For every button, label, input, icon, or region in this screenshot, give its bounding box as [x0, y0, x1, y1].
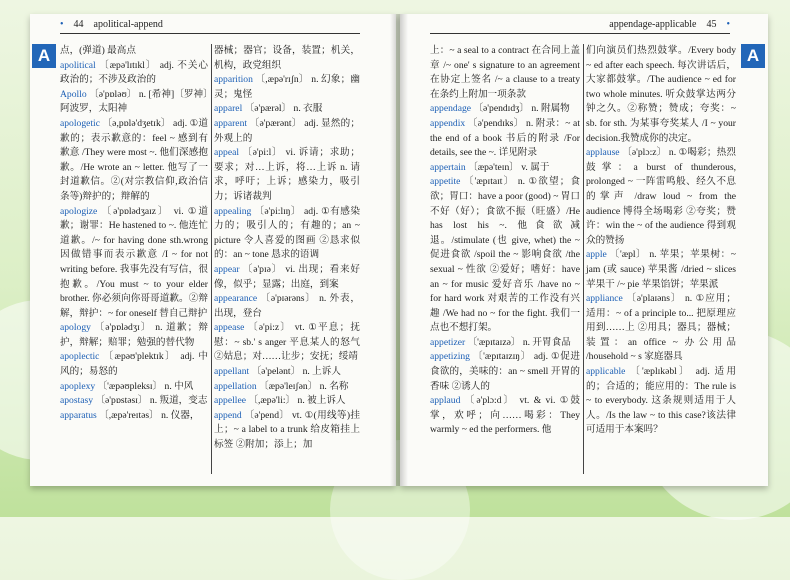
dictionary-entry [214, 409, 360, 453]
headword: appertain [430, 161, 466, 173]
column-divider [211, 44, 212, 474]
headword: apparatus [60, 409, 97, 421]
dictionary-entry [430, 394, 580, 438]
definition-text: 〔ə'pɒləʊ〕 n. [希神]〔罗神〕阿波罗，太阳神 [60, 88, 208, 115]
dictionary-entry [214, 73, 360, 102]
headword: applicable [586, 366, 626, 378]
dictionary-entry [430, 161, 580, 176]
definition-text: 〔'æpɪtaɪt〕 n. ①欲望；食欲；胃口：have a poor (good) ~ 胃口不好（好）；食欲不振（旺盛）/He has lost his ~. 他食欲减退。/stimulate (也 give, whet) the ~ 促进食欲 /spoil the ~ 影响食欲 /the sexual ~ 性欲 ②爱好；嗜好：have an ~ for music 爱好音乐 /have no ~ for hard work 对艰苦的工作没有兴趣 /We had no ~ for the fight. 我们一点也不想打架。 [430, 176, 581, 334]
definition-text: 〔ə'pɒlədʒaɪz〕 vi. ①道歉；谢罪：He hastened to ~. 他连忙道歉。/~ for having done sth.wrong 因做错事而表示歉意 /I ~ for not writing before. 我事先没有写信，很抱歉。/You must ~ to your elder brother. 你必须向你哥哥道歉。②辩解，辩护：~ for oneself 替自己辩护 [60, 205, 208, 319]
definition-text: 〔ə'pendɪdʒ〕 n. 附属物 [473, 103, 570, 115]
right-column-1 [430, 44, 580, 438]
headword: apoplectic [60, 351, 100, 363]
definition-text: 器械；器官；设备，装置；机关，机构，政党组织 [214, 45, 360, 71]
left-column-2 [214, 44, 360, 453]
definition-text: 〔ə'pɪərəns〕 n. 外表，出现，登台 [214, 293, 360, 319]
headword: appealing [214, 205, 252, 217]
definition-text: 〔'æpl〕 n. 苹果；苹果树：~ jam (或 sauce) 苹果酱 /dried ~ slices 苹果干 /~ pie 苹果馅饼；苹果派 [586, 249, 736, 290]
definition-text: 〔ə'pelənt〕 n. 上诉人 [251, 366, 341, 378]
right-guide-words: appendage-applicable [609, 19, 697, 30]
headword: appeal [214, 147, 240, 159]
headword: appetizing [430, 351, 470, 363]
dictionary-entry [430, 102, 580, 117]
headword: apple [586, 249, 607, 261]
headword: apparent [214, 117, 248, 129]
entry-continuation [586, 44, 736, 146]
dictionary-entry [214, 117, 360, 146]
headword: appear [214, 263, 240, 275]
book-gutter [390, 14, 408, 486]
dictionary-entry [214, 380, 360, 395]
dictionary-entry [586, 248, 736, 292]
definition-text: 〔ə'plɔ:z〕 n. ①喝彩；热烈鼓掌：a burst of thunderous, prolonged ~ 一阵雷鸣般、经久不息的掌声 /draw loud ~ from the audience 博得全场喝彩 ②夸奖；赞许：win the ~ of the audience 得到观众的赞扬 [586, 147, 736, 246]
entry-continuation [214, 44, 360, 73]
definition-text: 〔ə'pend〕 vt. ①(用线等)挂上；~ a label to a trunk 给皮箱挂上标签 ②附加；添上；加 [214, 409, 360, 451]
definition-text: 〔,æpə'reɪtəs〕 n. 仪器， [99, 409, 200, 421]
headword: appetite [430, 176, 461, 188]
definition-text: 〔æpə'leɪʃən〕 n. 名称 [259, 380, 349, 392]
headword: Apollo [60, 88, 87, 100]
dictionary-entry [586, 292, 736, 365]
definition-text: 〔ə'pærəl〕 n. 衣服 [244, 103, 323, 115]
right-page-number: 45 [706, 19, 717, 30]
entry-continuation [60, 44, 208, 59]
dictionary-entry [214, 263, 360, 292]
definition-text: 〔ə'plɔ:d〕 vt. & vi. ①鼓掌，欢呼；向……喝彩：They warmly ~ ed the performers. 他 [430, 395, 580, 436]
dictionary-entry [60, 88, 208, 117]
left-running-head [60, 16, 360, 34]
dictionary-entry [214, 205, 360, 263]
right-running-head [430, 16, 730, 34]
dictionary-entry [430, 350, 580, 394]
headword: apostasy [60, 395, 94, 407]
dictionary-entry [60, 380, 208, 395]
definition-text: 〔ə'pendɪks〕 n. 附录：~ at the end of a book 书后的附录 /For details, see the ~. 详见附录 [430, 117, 580, 159]
entry-continuation [430, 44, 580, 102]
headword: appearance [214, 293, 258, 305]
definition-text: 〔ə'pɪə〕 vi. 出现；看来好像，似乎；显露；出庭，到案 [214, 263, 360, 290]
dictionary-entry [214, 394, 360, 409]
headword: apparition [214, 74, 253, 86]
left-column-1 [60, 44, 208, 423]
definition-text: 上：~ a seal to a contract 在合同上盖章 /~ one' s signature to an agreement 在协定上签名 /~ a clause to a treaty 在条约上附加一项条款 [430, 45, 580, 100]
definition-text: 〔'æpɪtaɪzə〕 n. 开胃食品 [467, 336, 571, 348]
letter-thumb-tab: A [32, 44, 56, 68]
headword: appetizer [430, 336, 466, 348]
dictionary-entry [60, 321, 208, 350]
headword: appendage [430, 103, 472, 115]
right-column-2 [586, 44, 736, 438]
definition-text: 〔æpəʊ'plektɪk〕 adj. 中风的；易怒的 [60, 351, 208, 378]
definition-text: 〔ə'pi:z〕 vt. ①平息；抚慰：~ sb.' s anger 平息某人的怒气 ②姑息；对……让步；安抚；绥靖 [214, 322, 360, 363]
headword: apologetic [60, 117, 100, 129]
left-guide-words: apolitical-append [93, 19, 163, 30]
headword: appliance [586, 293, 623, 305]
left-page [30, 14, 396, 486]
definition-text: 〔ə'pɒstəsɪ〕 n. 叛道，变志 [95, 395, 208, 407]
dictionary-entry [430, 336, 580, 351]
headword: appellation [214, 380, 257, 392]
dictionary-entry [214, 365, 360, 380]
definition-text: 〔ə'plaɪəns〕 n. ①应用；适用：~ of a principle to... 把原理应用到……上 ②用具；器具；器械；装置：an office ~ 办公用品 /household ~ s 家庭器具 [586, 293, 736, 363]
definition-text: 〔ə'pi:l〕 vi. 诉请；求助；要求；对…上诉，将…上诉 n. 请求，呼吁；上诉；感染力，吸引力；诉诸裁判 [214, 147, 361, 202]
dictionary-entry [60, 205, 208, 322]
definition-text: 〔ə'pi:lɪŋ〕 adj. ①有感染力的；吸引人的；有趣的；an ~ picture 令人喜爱的图画 ②恳求似的：an ~ tone 恳求的语调 [214, 205, 360, 261]
dictionary-entry [60, 409, 208, 424]
left-page-number: 44 [73, 19, 84, 30]
dictionary-entry [214, 321, 360, 365]
dictionary-entry [430, 175, 580, 336]
headword: appendix [430, 117, 466, 129]
headword: applause [586, 147, 620, 159]
definition-text: 〔ə'pærənt〕 adj. 显然的；外观上的 [214, 117, 360, 144]
dictionary-entry [60, 117, 208, 205]
dictionary-entry [60, 350, 208, 379]
dictionary-entry [60, 394, 208, 409]
headword: apologize [60, 205, 98, 217]
headword: apolitical [60, 59, 96, 71]
dictionary-entry [214, 292, 360, 321]
dictionary-entry [60, 59, 208, 88]
definition-text: 〔,æpə'rɪʃn〕 n. 幻象；幽灵；鬼怪 [214, 74, 360, 100]
headword: append [214, 409, 242, 421]
headword: apoplexy [60, 380, 96, 392]
dictionary-entry [430, 117, 580, 161]
dictionary-entry [214, 146, 360, 204]
right-page [400, 14, 768, 486]
headword: appellant [214, 366, 250, 378]
letter-thumb-tab: A [741, 44, 765, 68]
dictionary-entry [214, 102, 360, 117]
definition-text: 点，(弹道) 最高点 [60, 45, 136, 56]
definition-text: 〔ə,pɒlə'dʒetɪk〕 adj. ①道歉的；表示歉意的：feel ~ 感到有歉意 /They were most ~. 他们深感抱歉。/He wrote an ~ letter. 他写了一封道歉信。②(对宗教信仰,政治信条等)辩护的；辩解的 [60, 117, 208, 202]
column-divider [583, 44, 584, 474]
headword: applaud [430, 395, 461, 407]
dictionary-entry [586, 365, 736, 438]
headword: appease [214, 322, 245, 334]
definition-text: 〔æpə'lɪtɪkl〕 adj. 不关心政治的；不涉及政治的 [60, 59, 208, 86]
definition-text: 〔æpə'teɪn〕 v. 属于 [468, 161, 550, 173]
definition-text: 〔'æplɪkəbl〕 adj. 适用的；合适的；能应用的：The rule is ~ to everybody. 这条规则适用于人人。/Is the law ~ to this case?该法律可适用于本案吗？ [586, 366, 736, 436]
open-dictionary-book [30, 14, 768, 492]
headword: apparel [214, 103, 243, 115]
definition-text: 〔'æpəʊpleksɪ〕 n. 中风 [97, 380, 194, 392]
bullet-icon: • [60, 19, 64, 30]
definition-text: 们向演员们热烈鼓掌。/Every body ~ ed after each speech. 每次讲话后，大家都鼓掌。/The audience ~ ed for two whole minutes. 听众鼓掌达两分钟之久。②称赞；赞成；夸奖：~ sb. for sth. 为某事夸奖某人 /I ~ your decision.我赞成你的决定。 [586, 45, 736, 144]
definition-text: 〔ə'pɒlədʒɪ〕 n. 道歉；辩护，辩解；赔罪；勉强的替代物 [60, 322, 209, 348]
definition-text: 〔'æpɪtaɪzɪŋ〕 adj. ①促进食欲的，美味的：an ~ smell 开胃的香味 ②诱人的 [430, 351, 580, 392]
dictionary-entry [586, 146, 736, 248]
bullet-icon: • [726, 19, 730, 30]
headword: appellee [214, 395, 246, 407]
definition-text: 〔,æpə'li:〕 n. 被上诉人 [248, 395, 346, 407]
headword: apology [60, 322, 91, 334]
